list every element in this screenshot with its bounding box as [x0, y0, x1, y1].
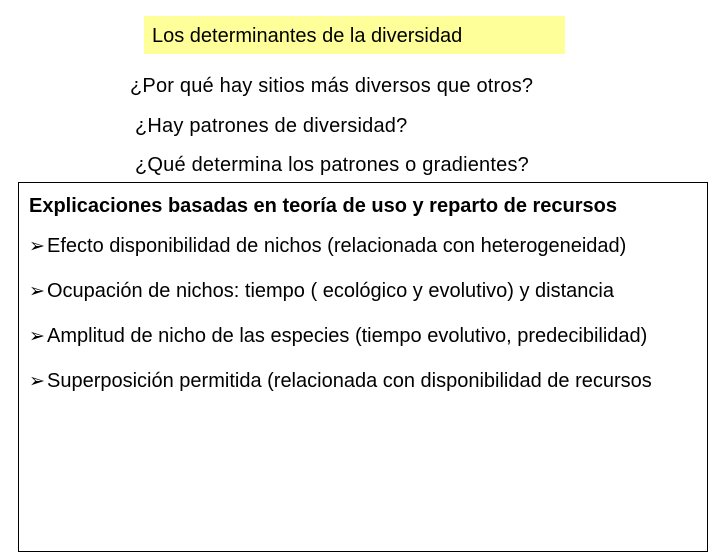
list-item: [29, 278, 699, 305]
arrow-bullet-icon: ➢: [29, 236, 45, 257]
list-item-text: Amplitud de nicho de las especies (tiempo evolutivo, predecibilidad): [47, 325, 648, 347]
arrow-bullet-icon: ➢: [29, 371, 45, 392]
arrow-bullet-icon: ➢: [29, 281, 45, 302]
list-item-text: Ocupación de nichos: tiempo ( ecológico y evolutivo) y distancia: [47, 280, 614, 302]
arrow-bullet-icon: ➢: [29, 326, 45, 347]
question-3: ¿Qué determina los patrones o gradientes?: [135, 154, 529, 176]
question-1: ¿Por qué hay sitios más diversos que otros?: [130, 75, 534, 97]
list-item-text: Superposición permitida (relacionada con disponibilidad de recursos: [47, 370, 652, 392]
slide-title: [144, 16, 565, 54]
list-item: [29, 233, 699, 260]
slide-title-text: Los determinantes de la diversidad: [152, 25, 463, 47]
question-2: ¿Hay patrones de diversidad?: [135, 115, 408, 137]
list-item: [29, 323, 699, 350]
explanations-panel: [18, 182, 708, 552]
list-item-text: Efecto disponibilidad de nichos (relacionada con heterogeneidad): [47, 235, 627, 257]
panel-heading: Explicaciones basadas en teoría de uso y reparto de recursos: [29, 195, 618, 217]
list-item: [29, 368, 699, 395]
